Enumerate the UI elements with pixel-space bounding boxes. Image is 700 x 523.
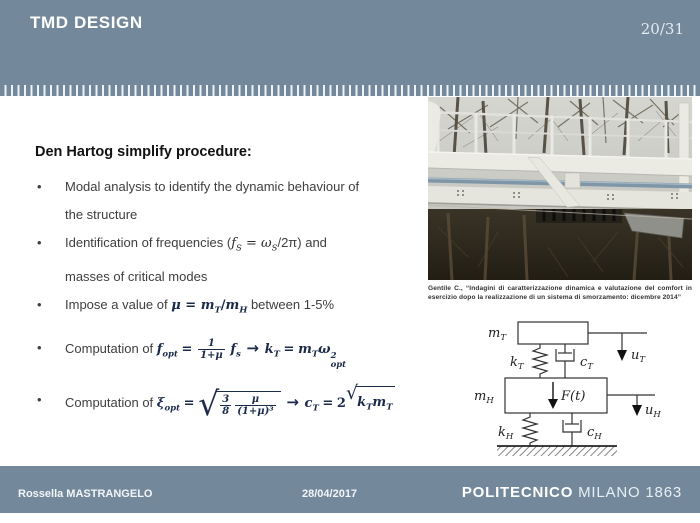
main-content xyxy=(35,144,407,423)
cT-label: $c_T$ xyxy=(580,355,593,372)
bridge-photo xyxy=(428,97,692,280)
footer-date: 28/04/2017 xyxy=(302,488,358,500)
implies-arrow: → xyxy=(286,393,299,412)
kT-label: $k_T$ xyxy=(510,355,524,372)
tmd-schematic-diagram xyxy=(440,316,690,461)
bullet-modal-analysis: • Modal analysis to identify the dynamic behaviour of the structure xyxy=(35,173,375,229)
damper-cH xyxy=(563,413,581,447)
uT-label: $u_T$ xyxy=(631,348,646,365)
mass-main-label: $m_H$ xyxy=(474,389,494,406)
slide-title: TMD DESIGN xyxy=(30,13,143,32)
uH-label: $u_H$ xyxy=(645,403,661,420)
radical-expression: √ $\frac{3}{8}$ $\frac{\mu}{\text{(1+μ)³}}$ xyxy=(198,390,281,418)
bullet-list xyxy=(35,173,393,423)
radical-ktmt: √ $k_Tm_T$ xyxy=(346,386,395,422)
implies-arrow: → xyxy=(246,339,259,358)
mass-top-label: $m_T$ xyxy=(488,326,506,343)
mass-main-box xyxy=(505,378,607,413)
bullet-xiopt-formula: • Computation of $\xi_{opt}$ = √ $\frac{3}{8}$ $\frac{\mu}{\text{(1+μ)³}}$ → $c_T = 2$ √ $k_Tm_T$ xyxy=(35,386,375,423)
bridge-photo-illustration xyxy=(428,97,692,280)
bullet-identification: • Identification of frequencies $(f_S = \omega_S/2\pi)$ and masses of critical modes xyxy=(35,229,375,291)
damper-cT xyxy=(556,344,574,378)
force-label: F(t) xyxy=(561,389,586,404)
kH-label: $k_H$ xyxy=(498,425,514,442)
photo-citation: Gentile C., “Indagini di caratterizzazione dinamica e valutazione del comfort in esercizio dopo la realizzazione di un sistema di smorzamento: dicembre 2014” xyxy=(428,285,692,302)
tmd-schematic xyxy=(440,316,690,461)
bullet-mass-ratio: • Impose a value of $\mu = m_T/m_H$ between 1-5% xyxy=(35,291,375,325)
decorative-stripe-band xyxy=(0,85,700,96)
uH-arrow xyxy=(632,405,642,416)
footer-author: Rossella MASTRANGELO xyxy=(18,488,153,500)
politecnico-logo: POLITECNICO MILANO 1863 xyxy=(461,484,682,501)
bullet-fopt-formula: • Computation of $f_{opt}$ = $\frac{1}{1+\mu}$ $f_s \to k_T = m_T\omega$ 2 opt xyxy=(35,334,375,370)
spring-kH xyxy=(523,413,537,447)
spring-kT xyxy=(533,344,547,378)
uT-arrow xyxy=(617,350,627,361)
cH-label: $c_H$ xyxy=(587,425,602,442)
page-number: 20/31 xyxy=(640,20,684,38)
ground-hatch xyxy=(497,446,617,456)
mass-top-box xyxy=(518,322,588,344)
fraction-1-over-1mu: $\frac{1}{1+\mu}$ xyxy=(200,337,223,362)
section-heading: Den Hartog simplify procedure: xyxy=(35,144,252,160)
